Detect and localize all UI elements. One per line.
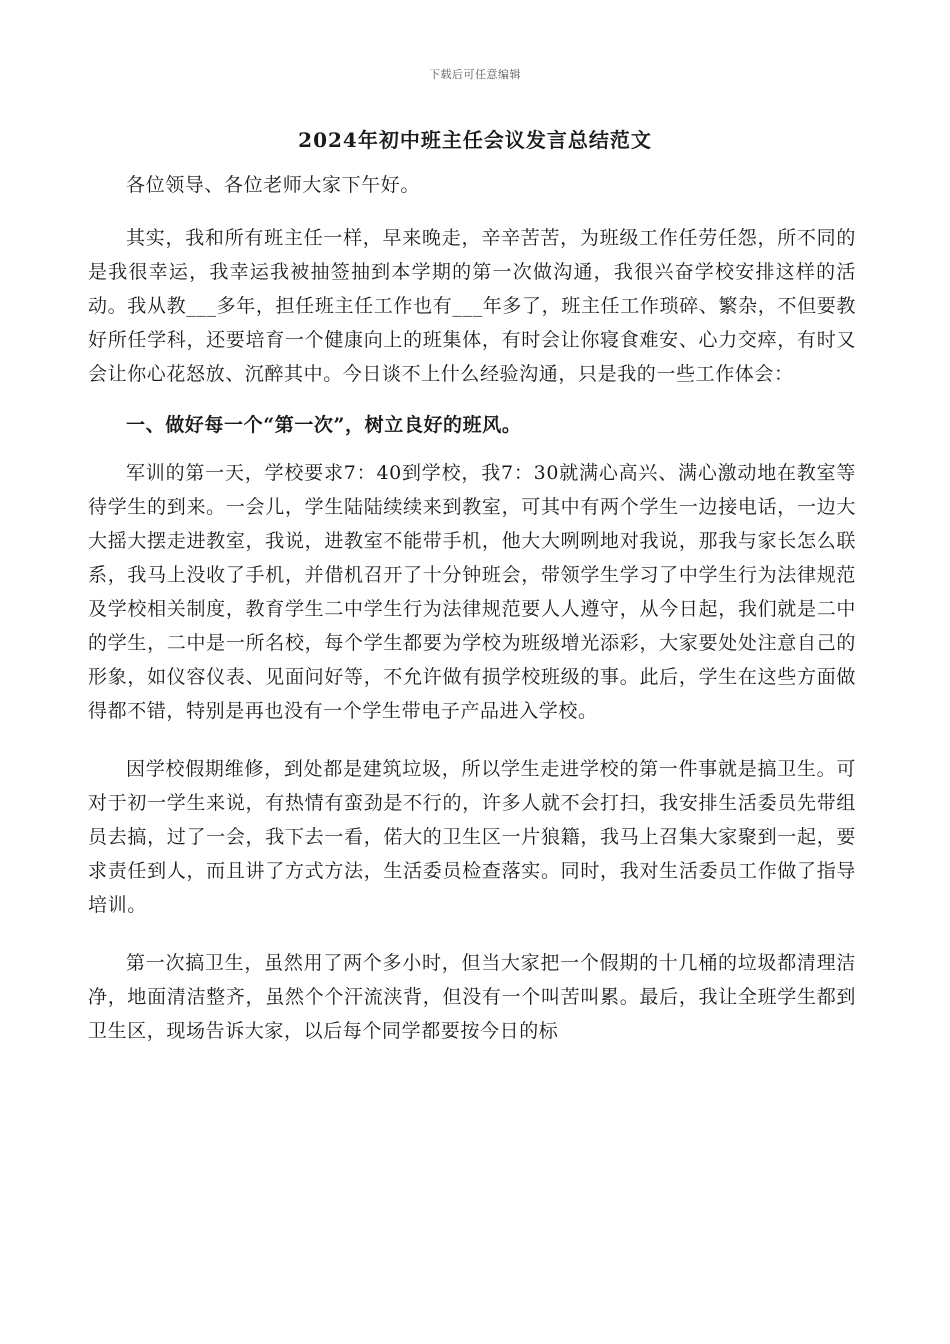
document-body: [88, 168, 856, 1048]
paragraph-cleaning: 因学校假期维修，到处都是建筑垃圾，所以学生走进学校的第一件事就是搞卫生。可对于初一学生来说，有热情有蛮劲是不行的，许多人就不会打扫，我安排生活委员先带组员去搞，过了一会，我下去一看，偌大的卫生区一片狼籍，我马上召集大家聚到一起，要求责任到人，而且讲了方式方法，生活委员检查落实。同时，我对生活委员工作做了指导培训。: [88, 758, 856, 916]
paragraph-intro: 其实，我和所有班主任一样，早来晚走，辛辛苦苦，为班级工作任劳任怨，所不同的是我很幸运，我幸运我被抽签抽到本学期的第一次做沟通，我很兴奋学校安排这样的活动。我从教___多年，担任班主任工作也有___年多了，班主任工作琐碎、繁杂，不但要教好所任学科，还要培育一个健康向上的班集体，有时会让你寝食难安、心力交瘁，有时又会让你心花怒放、沉醉其中。今日谈不上什么经验沟通，只是我的一些工作体会：: [88, 227, 856, 385]
section-heading: 一、做好每一个“第一次”，树立良好的班风。: [126, 414, 522, 436]
paragraph-military-training: 军训的第一天，学校要求7：40到学校，我7：30就满心高兴、满心激动地在教室等待学生的到来。一会儿，学生陆陆续续来到教室，可其中有两个学生一边接电话，一边大大摇大摆走进教室，我说，进教室不能带手机，他大大咧咧地对我说，那我与家长怎么联系，我马上没收了手机，并借机召开了十分钟班会，带领学生学习了中学生行为法律规范及学校相关制度，教育学生二中学生行为法律规范要人人遵守，从今日起，我们就是二中的学生，二中是一所名校，每个学生都要为学校为班级增光添彩，大家要处处注意自己的形象，如仪容仪表、见面问好等，不允许做有损学校班级的事。此后，学生在这些方面做得都不错，特别是再也没有一个学生带电子产品进入学校。: [88, 462, 856, 722]
paragraph-first-cleaning: 第一次搞卫生，虽然用了两个多小时，但当大家把一个假期的十几桶的垃圾都清理洁净，地面清洁整齐，虽然个个汗流浃背，但没有一个叫苦叫累。最后，我让全班学生都到卫生区，现场告诉大家，以后每个同学都要按今日的标: [88, 952, 856, 1042]
greeting-paragraph: 各位领导、各位老师大家下午好。: [126, 174, 421, 196]
document-title: 2024年初中班主任会议发言总结范文: [298, 128, 652, 152]
header-note: 下载后可任意编辑: [429, 68, 521, 81]
